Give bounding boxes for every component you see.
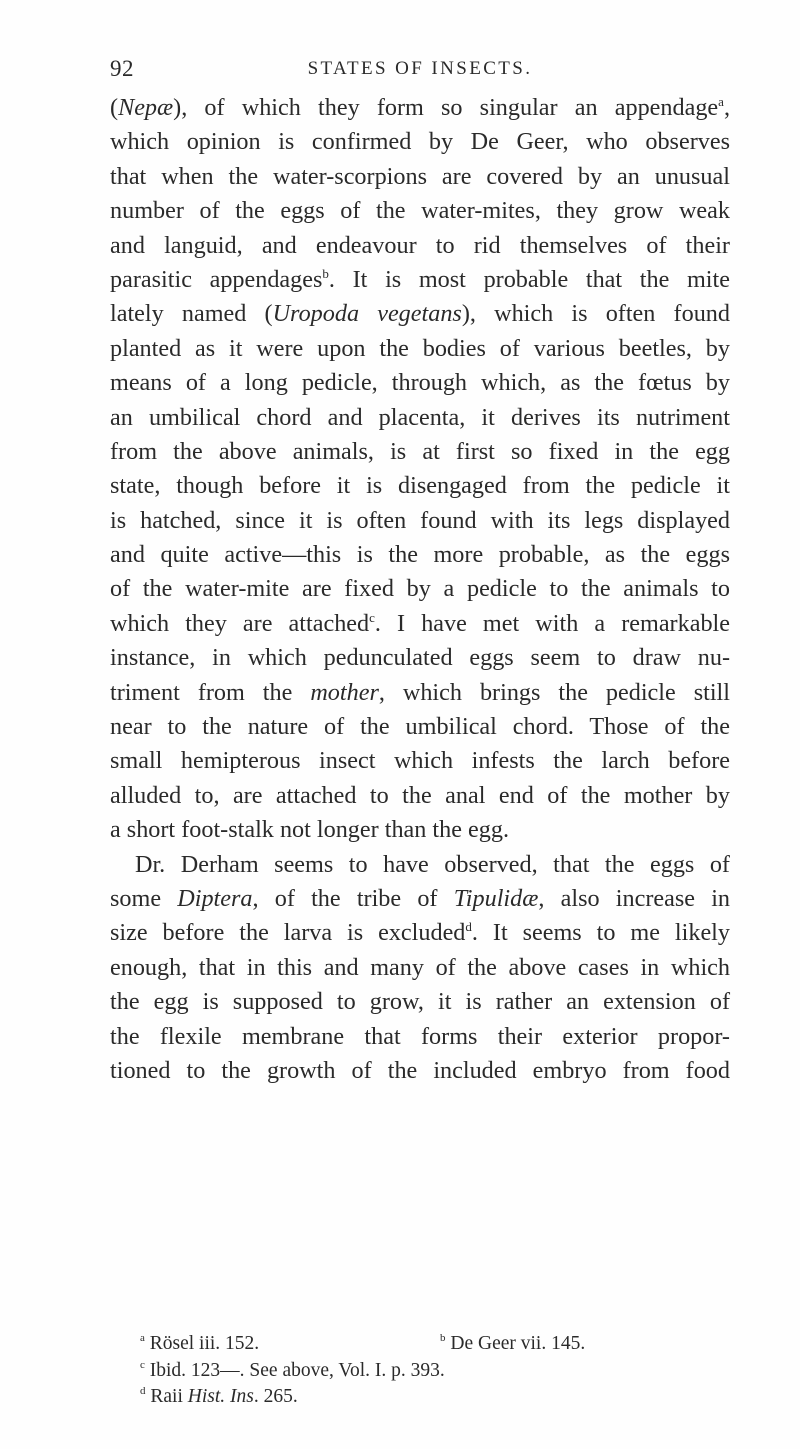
- text-run: , which brings the pedicle still: [378, 678, 730, 706]
- footnote-marker: c: [369, 609, 375, 625]
- text-run: size before the larva is excluded: [110, 919, 466, 947]
- text-run: . It is most probable that the mite: [328, 265, 730, 293]
- text-line: [110, 607, 730, 641]
- footnote-b: [440, 1331, 585, 1358]
- text-run: which they are attached: [110, 609, 370, 637]
- footnote-a: [140, 1333, 259, 1354]
- footnote-text: Raii: [150, 1386, 188, 1407]
- text-run: parasitic appendages: [110, 265, 323, 293]
- italic-run: Diptera: [177, 884, 253, 912]
- text-line: small hemipterous insect which infests the larch before: [110, 747, 730, 775]
- italic-run: Tipulidæ: [453, 884, 539, 912]
- text-line: the flexile membrane that forms their exterior propor-: [110, 1022, 730, 1050]
- text-line: from the above animals, is at first so fixed in the egg: [110, 437, 730, 465]
- text-line: of the water-mite are fixed by a pedicle to the animals to: [110, 575, 730, 603]
- page-number: 92: [110, 56, 134, 81]
- text-line: [110, 916, 730, 950]
- text-line: that when the water-scorpions are covered by an unusual: [110, 162, 730, 190]
- text-line: and quite active—this is the more probable, as the eggs: [110, 541, 730, 569]
- text-line: and languid, and endeavour to rid themselves of their: [110, 231, 730, 259]
- text-line: alluded to, are attached to the anal end of the mother by: [110, 781, 730, 809]
- text-run: . I have met with a remarkable: [374, 609, 730, 637]
- footnote-italic: Hist. Ins: [187, 1386, 254, 1407]
- text-line: [110, 676, 730, 710]
- text-line: enough, that in this and many of the above cases in which: [110, 953, 730, 981]
- italic-run: Uropoda vegetans: [272, 300, 462, 328]
- text-line: which opinion is confirmed by De Geer, who observes: [110, 128, 730, 156]
- text-line: the egg is supposed to grow, it is rather an extension of: [110, 988, 730, 1016]
- text-run: , also increase in: [538, 884, 731, 912]
- italic-run: Nepæ: [118, 94, 174, 121]
- text-line: an umbilical chord and placenta, it derives its nutriment: [110, 403, 730, 431]
- footnote-text: Ibid. 123—. See above, Vol. I. p. 393.: [149, 1359, 445, 1381]
- running-head: [110, 56, 730, 86]
- text-line: near to the nature of the umbilical chord. Those of the: [110, 713, 730, 741]
- footnote-marker: a: [718, 94, 724, 109]
- text-line: means of a long pedicle, through which, as the fœtus by: [110, 369, 730, 397]
- footnote-c: [110, 1358, 730, 1385]
- footnote-text: De Geer vii. 145.: [450, 1333, 586, 1354]
- footnote-marker: d: [465, 919, 472, 935]
- footnote-marker: d: [140, 1385, 146, 1397]
- text-run: ), of which they form so singular an appendage: [173, 94, 719, 121]
- footnote-marker: b: [322, 265, 329, 281]
- text-line: [110, 91, 730, 125]
- text-line: is hatched, since it is often found with its legs displayed: [110, 506, 730, 534]
- text-run: . It seems to me likely: [471, 919, 730, 947]
- footnotes: [110, 1331, 730, 1411]
- text-line: state, though before it is disengaged from the pedicle it: [110, 472, 730, 500]
- body-text: [110, 91, 730, 1088]
- footnote-text: Rösel iii. 152.: [149, 1333, 260, 1354]
- text-line: [110, 882, 730, 916]
- footnote-text: . 265.: [253, 1386, 298, 1407]
- italic-run: mother: [310, 678, 379, 706]
- text-run: ,: [723, 94, 730, 121]
- text-run: , of the tribe of: [252, 884, 454, 912]
- text-run: (: [110, 94, 119, 121]
- running-title: STATES OF INSECTS.: [307, 58, 533, 79]
- footnote-d: [110, 1384, 730, 1411]
- footnote-line: [110, 1331, 730, 1358]
- footnote-marker: c: [140, 1358, 145, 1371]
- text-run: ), which is often found: [461, 300, 730, 328]
- text-line: [110, 263, 730, 297]
- text-line: instance, in which pedunculated eggs seem to draw nu-: [110, 644, 730, 672]
- text-line: number of the eggs of the water-mites, they grow weak: [110, 197, 730, 225]
- text-line: [110, 297, 730, 331]
- text-run: triment from the: [110, 678, 311, 706]
- text-line: Dr. Derham seems to have observed, that the eggs of: [135, 850, 730, 878]
- text-line: a short foot-stalk not longer than the egg.: [110, 816, 509, 844]
- footnote-marker: a: [140, 1332, 145, 1344]
- text-run: lately named (: [110, 300, 273, 328]
- text-line: planted as it were upon the bodies of various beetles, by: [110, 334, 730, 362]
- text-line: tioned to the growth of the included embryo from food: [110, 1056, 730, 1084]
- text-run: some: [110, 884, 178, 912]
- footnote-marker: b: [440, 1332, 446, 1344]
